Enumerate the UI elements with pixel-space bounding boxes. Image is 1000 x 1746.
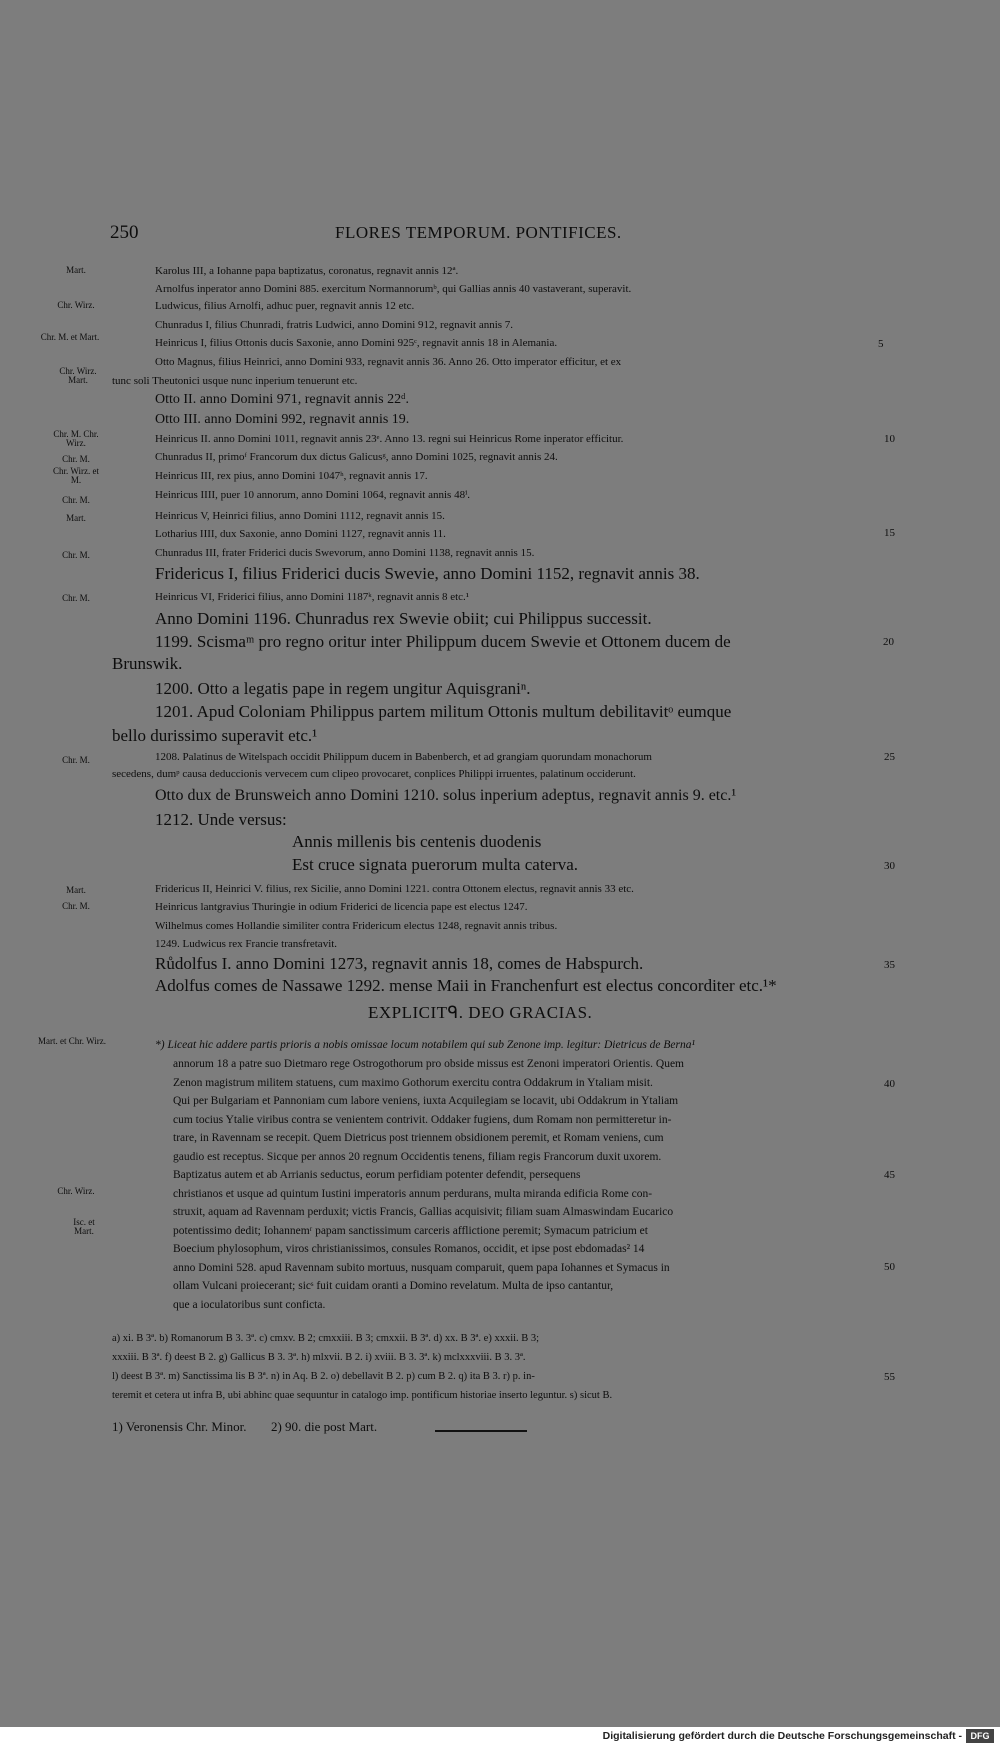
margin-source: Chr. M. et Mart. (40, 332, 100, 342)
verse-line: Est cruce signata puerorum multa caterva. (292, 855, 579, 874)
text-line: Lotharius IIII, dux Saxonie, anno Domini 1127, regnavit annis 11. (155, 528, 446, 540)
text-line: Heinricus lantgravius Thuringie in odium Friderici de licencia pape est electus 1247. (155, 901, 528, 913)
text-line: Chunradus II, primoᶠ Francorum dux dictus Galicusᵍ, anno Domini 1025, regnavit annis 24. (155, 451, 558, 463)
footer-bar (0, 1727, 1000, 1746)
apparatus-line: l) deest B 3ª. m) Sanctissima lis B 3ª. n) in Aq. B 2. o) debellavit B 2. p) cum B 2. q) ita B 3. r) p. in- (112, 1371, 535, 1382)
text-line: Brunswik. (112, 654, 183, 673)
footnote-line: Baptizatus autem et ab Arrianis seductus, eorum perfidiam potenter defendit, persequens (173, 1169, 581, 1181)
text-line: Arnolfus inperator anno Domini 885. exercitum Normannorumᵇ, qui Gallias annis 40 vastaverant, superavit. (155, 283, 632, 295)
text-line: 1199. Scismaᵐ pro regno oritur inter Philippum ducem Swevie et Ottonem ducem de (155, 632, 731, 651)
bottom-note (112, 1420, 377, 1433)
text-line: Fridericus I, filius Friderici ducis Swevie, anno Domini 1152, regnavit annis 38. (155, 564, 700, 583)
bottom-note-1: 1) Veronensis Chr. Minor. (112, 1419, 247, 1434)
margin-source: Mart. (66, 885, 86, 895)
footnote-line: gaudio est receptus. Sicque per annos 20 regnum Occidentis tenens, filiam regis Francorum duxit uxorem. (173, 1151, 662, 1163)
text-line: 1208. Palatinus de Witelspach occidit Philippum ducem in Babenberch, et ad grangiam quorundam monachorum (155, 751, 652, 763)
footnote-line: annorum 18 a patre suo Dietmaro rege Ostrogothorum pro obside missus est Zenoni imperatori Orientis. Quem (173, 1058, 685, 1070)
text-line: 1201. Apud Coloniam Philippus partem militum Ottonis multum debilitavitᵒ eumque (155, 702, 732, 721)
text-line: Adolfus comes de Nassawe 1292. mense Maii in Franchenfurt est electus concorditer etc.¹* (155, 976, 777, 995)
text-line: Heinricus IIII, puer 10 annorum, anno Domini 1064, regnavit annis 48ⁱ. (155, 489, 471, 501)
line-number: 55 (884, 1371, 895, 1383)
line-number: 50 (884, 1261, 895, 1273)
margin-source: Chr. M. (62, 755, 90, 765)
text-line: Fridericus II, Heinrici V. filius, rex Sicilie, anno Domini 1221. contra Ottonem electus, regnavit annis 33 etc. (155, 883, 634, 895)
line-number: 15 (884, 527, 895, 539)
footnote-line: Zenon magistrum militem statuens, cum maximo Gothorum exercitu contra Oddakrum in Ytaliam misit. (173, 1077, 653, 1089)
apparatus-line: a) xi. B 3ª. b) Romanorum B 3. 3ª. c) cmxv. B 2; cmxxiii. B 3; cmxxii. B 3ª. d) xx. B 3ª. e) xxxii. B 3; (112, 1333, 540, 1344)
text-line: bello durissimo superavit etc.¹ (112, 726, 318, 745)
footnote-line: struxit, aquam ad Ravennam perduxit; victis Francis, Gallias acquisivit; filiam suam Almaswindam Eucarico (173, 1206, 674, 1218)
text-line: Otto II. anno Domini 971, regnavit annis 22ᵈ. (155, 392, 409, 407)
line-number: 10 (884, 433, 895, 445)
footnote-line: *) Liceat hic addere partis prioris a nobis omissae locum notabilem qui sub Zenone imp. legitur: Dietricus de Berna¹ (155, 1039, 695, 1051)
line-number: 35 (884, 959, 895, 971)
explicit-heading: EXPLICITᑫ. DEO GRACIAS. (368, 1003, 593, 1022)
margin-source: Mart. (66, 513, 86, 523)
text-line: 1249. Ludwicus rex Francie transfretavit. (155, 938, 338, 950)
footnote-line: que a ioculatoribus sunt conficta. (173, 1299, 326, 1311)
page-header (110, 222, 895, 248)
text-line: Wilhelmus comes Hollandie similiter contra Fridericum electus 1248, regnavit annis tribus. (155, 920, 558, 932)
text-line: Heinricus VI, Friderici filius, anno Domini 1187ᵏ, regnavit annis 8 etc.¹ (155, 591, 470, 603)
text-line: Otto dux de Brunsweich anno Domini 1210. solus inperium adeptus, regnavit annis 9. etc.¹ (155, 787, 737, 804)
text-line: Chunradus III, frater Friderici ducis Swevorum, anno Domini 1138, regnavit annis 15. (155, 547, 535, 559)
running-title: FLORES TEMPORUM. PONTIFICES. (335, 223, 622, 242)
footnote-line: ollam Vulcani proiecerant; sicˢ fuit cuidam oranti a Domino revelatum. Multa de ipso cantantur, (173, 1280, 614, 1292)
text-line: 1200. Otto a legatis pape in regem ungitur Aquisgraniⁿ. (155, 679, 531, 698)
text-line: 1212. Unde versus: (155, 810, 287, 829)
line-number: 45 (884, 1169, 895, 1181)
text-line: Chunradus I, filius Chunradi, fratris Ludwici, anno Domini 912, regnavit annis 7. (155, 319, 514, 331)
margin-source: Chr. M. Chr. Wirz. (53, 429, 99, 449)
margin-source: Chr. M. (62, 454, 90, 464)
margin-source: Mart. (66, 265, 86, 275)
line-number: 5 (878, 338, 884, 350)
dfg-logo-icon: DFG (966, 1729, 994, 1743)
margin-source: Chr. Wirz. et M. (53, 466, 99, 486)
margin-source: Isc. et Mart. (73, 1217, 95, 1237)
page-number: 250 (110, 222, 139, 243)
margin-source: Chr. M. (62, 593, 90, 603)
footnote-line: anno Domini 528. apud Ravennam subito mortuus, nusquam comparuit, quem papa Iohannes et Symacus in (173, 1262, 670, 1274)
text-line: Heinricus II. anno Domini 1011, regnavit annis 23ᵉ. Anno 13. regni sui Heinricus Rome inperator efficitur. (155, 433, 624, 445)
footnote-line: Boecium phylosophum, viros christianissimos, consules Romanos, occidit, et ipse post ebdomadas² 14 (173, 1243, 645, 1255)
text-line: Růdolfus I. anno Domini 1273, regnavit annis 18, comes de Habspurch. (155, 954, 644, 973)
text-line: Ludwicus, filius Arnolfi, adhuc puer, regnavit annis 12 etc. (155, 300, 415, 312)
line-number: 25 (884, 751, 895, 763)
footnote-line: trare, in Ravennam se recepit. Quem Dietricus post triennem obsidionem peremit, et Romam veniens, cum (173, 1132, 664, 1144)
footnote-line: christianos et usque ad quintum Iustini imperatoris annum perdurans, multa miranda edificia Rome con- (173, 1188, 653, 1200)
margin-source: Chr. Wirz. (57, 300, 95, 310)
margin-source: Chr. M. (62, 495, 90, 505)
margin-source: Chr. Wirz. (57, 1186, 95, 1196)
footnote-line: potentissimo dedit; Iohannemʳ papam sanctissimum carceris afflictione peremit; Symacum patricium et (173, 1225, 648, 1237)
margin-source: Chr. M. (62, 901, 90, 911)
line-number: 30 (884, 860, 895, 872)
text-line: secedens, dumᵖ causa deduccionis vervecem cum clipeo provocaret, conplices Philippi irruentes, palatinum occiderunt. (112, 768, 636, 780)
apparatus-line: teremit et cetera ut infra B, ubi abhinc quae sequuntur in catalogo imp. pontificum historiae inserto leguntur. s) sicut B. (112, 1390, 613, 1401)
margin-source: Mart. et Chr. Wirz. (38, 1036, 106, 1046)
apparatus-line: xxxiii. B 3ª. f) deest B 2. g) Gallicus B 3. 3ª. h) mlxvii. B 2. i) xviii. B 3. 3ª. k) mclxxxviii. B 3. 3ª. (112, 1352, 526, 1363)
text-line: Otto III. anno Domini 992, regnavit annis 19. (155, 412, 410, 427)
text-line: Heinricus I, filius Ottonis ducis Saxonie, anno Domini 925ᶜ, regnavit annis 18 in Alemania. (155, 337, 558, 349)
line-number: 40 (884, 1078, 895, 1090)
text-line: Otto Magnus, filius Heinrici, anno Domini 933, regnavit annis 36. Anno 26. Otto imperator efficitur, et ex (155, 356, 622, 368)
text-line: Anno Domini 1196. Chunradus rex Swevie obiit; cui Philippus successit. (155, 609, 652, 628)
text-line: Heinricus V, Heinrici filius, anno Domini 1112, regnavit annis 15. (155, 510, 445, 522)
separator-rule (435, 1430, 527, 1432)
text-line: Heinricus III, rex pius, anno Domini 1047ʰ, regnavit annis 17. (155, 470, 428, 482)
footnote-line: cum tocius Ytalie viribus contra se venientem contrivit. Oddaker fugiens, dum Romam non permitteretur in- (173, 1114, 672, 1126)
margin-source: Chr. Wirz. Mart. (59, 366, 97, 386)
funding-credit: Digitalisierung gefördert durch die Deutsche Forschungsgemeinschaft - (602, 1730, 962, 1742)
text-line: tunc soli Theutonici usque nunc inperium tenuerunt etc. (112, 375, 358, 387)
margin-source: Chr. M. (62, 550, 90, 560)
text-line: Karolus III, a Iohanne papa baptizatus, coronatus, regnavit annis 12ª. (155, 265, 459, 277)
bottom-note-2: 2) 90. die post Mart. (270, 1419, 378, 1434)
footnote-line: Qui per Bulgariam et Pannoniam cum labore veniens, iuxta Acquilegiam se locavit, ubi Oddakrum in Ytaliam (173, 1095, 679, 1107)
line-number: 20 (883, 636, 894, 648)
verse-line: Annis millenis bis centenis duodenis (292, 832, 542, 851)
